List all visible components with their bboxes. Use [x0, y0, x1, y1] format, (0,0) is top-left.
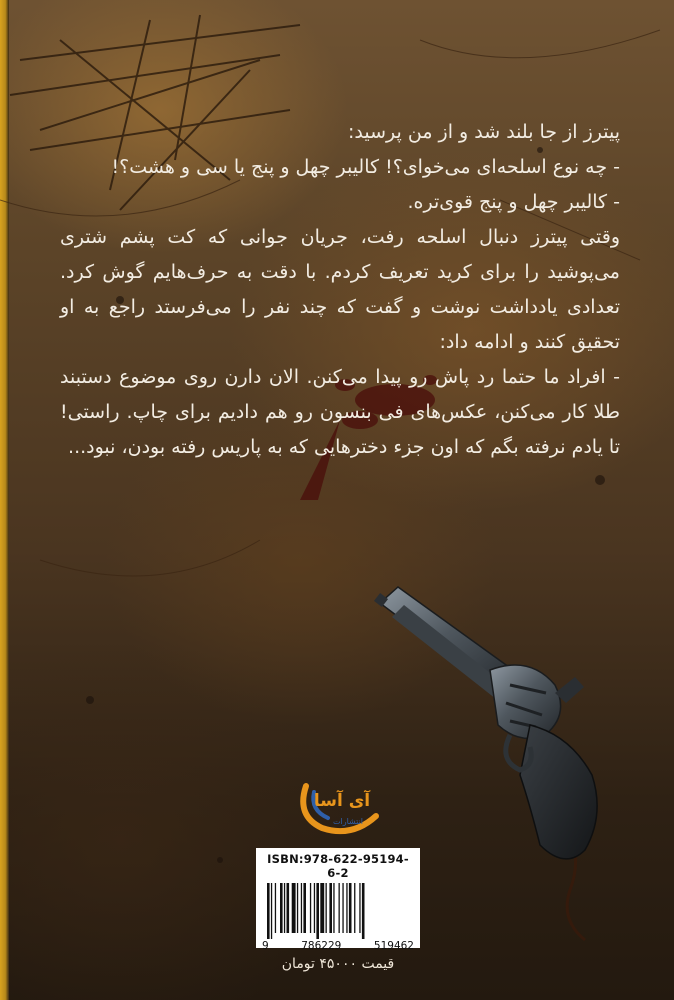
isbn-barcode — [256, 848, 420, 952]
barcode-bar — [297, 883, 298, 933]
excerpt-paragraph: پیترز از جا بلند شد و از من پرسید: — [348, 121, 620, 143]
barcode-bar — [280, 883, 283, 933]
barcode-digits — [262, 940, 414, 952]
excerpt-paragraph: - چه نوع اسلحه‌ای می‌خوای؟! کالیبر چهل و پنج یا سی و هشت؟! — [111, 156, 620, 178]
barcode-bar — [284, 883, 285, 933]
barcode-bar — [275, 883, 276, 933]
barcode-bar — [320, 883, 324, 933]
back-cover-excerpt — [60, 115, 620, 465]
barcode-bar — [349, 883, 352, 933]
barcode-bar — [301, 883, 302, 933]
barcode-bar — [362, 883, 365, 939]
excerpt-paragraph: وقتی پیترز دنبال اسلحه رفت، جریان جوانی که کت پشم شتری می‌پوشید را برای کرید تعریف کردم. با دقت به حرف‌هایم گوش کرد. تعدادی یادداشت نوشت و گفت که چند نفر را می‌فرستد راجع به او تحقیق کنند و ادامه داد: — [60, 226, 620, 353]
barcode-bar — [342, 883, 343, 933]
barcode-bar — [292, 883, 296, 933]
barcode-bar — [359, 883, 360, 933]
revolver-image — [370, 575, 610, 875]
barcode-digit-lead: 9 — [262, 940, 269, 952]
barcode-bar — [329, 883, 332, 933]
barcode-bar — [271, 883, 272, 939]
barcode-bar — [314, 883, 315, 933]
isbn-label: ISBN:978-622-95194-6-2 — [267, 852, 409, 880]
barcode-bar — [326, 883, 327, 933]
barcode-bar — [303, 883, 306, 933]
barcode-bars — [265, 883, 411, 939]
excerpt-paragraph: - کالیبر چهل و پنج قوی‌تره. — [407, 191, 620, 213]
barcode-bar — [346, 883, 347, 933]
barcode-digit-group-right: 519462 — [373, 940, 414, 952]
price-label: قیمت ۴۵۰۰۰ تومان — [281, 956, 395, 972]
barcode-bar — [333, 883, 334, 933]
barcode-digit-group-left: 786229 — [301, 940, 342, 952]
publisher-logo-wordmark: آی آسا — [313, 791, 371, 811]
barcode-bar — [310, 883, 311, 933]
barcode-bar — [339, 883, 340, 933]
barcode-bar — [316, 883, 319, 939]
excerpt-paragraph: - افراد ما حتما رد پاش رو پیدا می‌کنن. الان دارن روی موضوع دستبند طلا کار می‌کنن، عکس‌های فی بنسون رو هم دادیم برای چاپ. راستی! تا یادم نرفته بگم که اون جزء دخترهایی که به پاریس رفته بودن، نبود... — [60, 366, 620, 458]
publisher-logo — [292, 776, 384, 838]
barcode-bar — [354, 883, 355, 933]
barcode-bar — [267, 883, 270, 939]
barcode-bar — [287, 883, 290, 933]
publisher-logo-subtitle: انتشارات — [332, 817, 364, 826]
